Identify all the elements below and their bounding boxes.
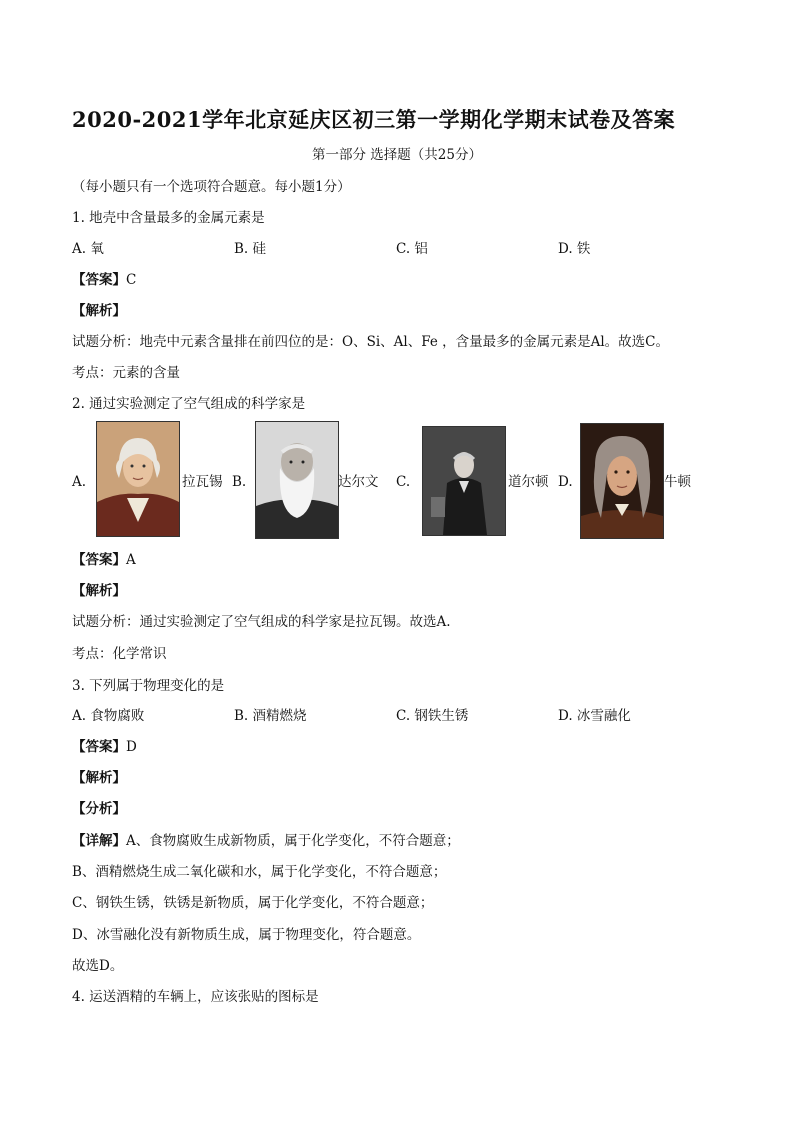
q1-answer bbox=[72, 271, 136, 289]
q2-option-a-name: 拉瓦锡 bbox=[182, 474, 223, 490]
q3-stem: 3. 下列属于物理变化的是 bbox=[72, 678, 225, 694]
q2-option-d-letter: D. bbox=[558, 474, 573, 490]
q3-detail-a bbox=[72, 832, 460, 850]
dalton-portrait bbox=[422, 426, 506, 536]
darwin-portrait bbox=[255, 421, 339, 539]
lavoisier-portrait bbox=[96, 421, 180, 537]
q2-option-a-letter: A. bbox=[72, 474, 87, 490]
q1-analysis-tag: 【解析】 bbox=[72, 303, 126, 319]
q1-analysis: 试题分析：地壳中元素含量排在前四位的是：O、Si、Al、Fe ，含量最多的金属元素是Al。故选C。 bbox=[72, 334, 670, 350]
answer-tag: 【答案】 bbox=[72, 739, 126, 755]
q1-option-c: C. 铝 bbox=[396, 241, 428, 257]
q1-option-d: D. 铁 bbox=[558, 241, 591, 257]
q3-detail-c: C、钢铁生锈，铁锈是新物质，属于化学变化，不符合题意； bbox=[72, 895, 434, 911]
answer-value: A bbox=[126, 552, 136, 568]
section-heading: 第一部分 选择题（共25分） bbox=[312, 147, 482, 163]
q3-analysis-tag: 【解析】 bbox=[72, 770, 126, 786]
q3-fenxi-tag: 【分析】 bbox=[72, 801, 126, 817]
answer-value: C bbox=[126, 272, 137, 288]
answer-tag: 【答案】 bbox=[72, 272, 126, 288]
q3-detail-b: B、酒精燃烧生成二氧化碳和水，属于化学变化，不符合题意； bbox=[72, 864, 447, 880]
page-title: 2020-2021学年北京延庆区初三第一学期化学期末试卷及答案 bbox=[72, 107, 676, 132]
q3-option-c: C. 钢铁生锈 bbox=[396, 708, 469, 724]
q3-option-a: A. 食物腐败 bbox=[72, 708, 145, 724]
q2-analysis-tag: 【解析】 bbox=[72, 583, 126, 599]
answer-value: D bbox=[126, 739, 137, 755]
newton-portrait bbox=[580, 423, 664, 539]
detail-tag: 【详解】 bbox=[72, 833, 126, 849]
q4-stem: 4. 运送酒精的车辆上，应该张贴的图标是 bbox=[72, 989, 319, 1005]
q2-option-b-letter: B. bbox=[232, 474, 247, 490]
q3-option-d: D. 冰雪融化 bbox=[558, 708, 631, 724]
q2-stem: 2. 通过实验测定了空气组成的科学家是 bbox=[72, 396, 306, 412]
q2-analysis: 试题分析：通过实验测定了空气组成的科学家是拉瓦锡。故选A. bbox=[72, 614, 451, 630]
q1-point: 考点：元素的含量 bbox=[72, 365, 180, 381]
q3-conclusion: 故选D。 bbox=[72, 958, 124, 974]
q3-detail-d: D、冰雪融化没有新物质生成，属于物理变化，符合题意。 bbox=[72, 927, 421, 943]
q2-option-c-name: 道尔顿 bbox=[508, 474, 549, 490]
q2-option-c-letter: C. bbox=[396, 474, 411, 490]
q1-option-a: A. 氧 bbox=[72, 241, 104, 257]
q2-point: 考点：化学常识 bbox=[72, 646, 167, 662]
q3-answer bbox=[72, 738, 137, 756]
q2-answer bbox=[72, 551, 136, 569]
q2-option-b-name: 达尔文 bbox=[338, 474, 379, 490]
answer-tag: 【答案】 bbox=[72, 552, 126, 568]
q1-stem: 1. 地壳中含量最多的金属元素是 bbox=[72, 210, 265, 226]
q1-option-b: B. 硅 bbox=[234, 241, 267, 257]
detail-text: A、食物腐败生成新物质，属于化学变化，不符合题意； bbox=[126, 833, 460, 849]
q3-option-b: B. 酒精燃烧 bbox=[234, 708, 307, 724]
instruction: （每小题只有一个选项符合题意。每小题1分） bbox=[72, 179, 351, 195]
q2-option-d-name: 牛顿 bbox=[664, 474, 691, 490]
